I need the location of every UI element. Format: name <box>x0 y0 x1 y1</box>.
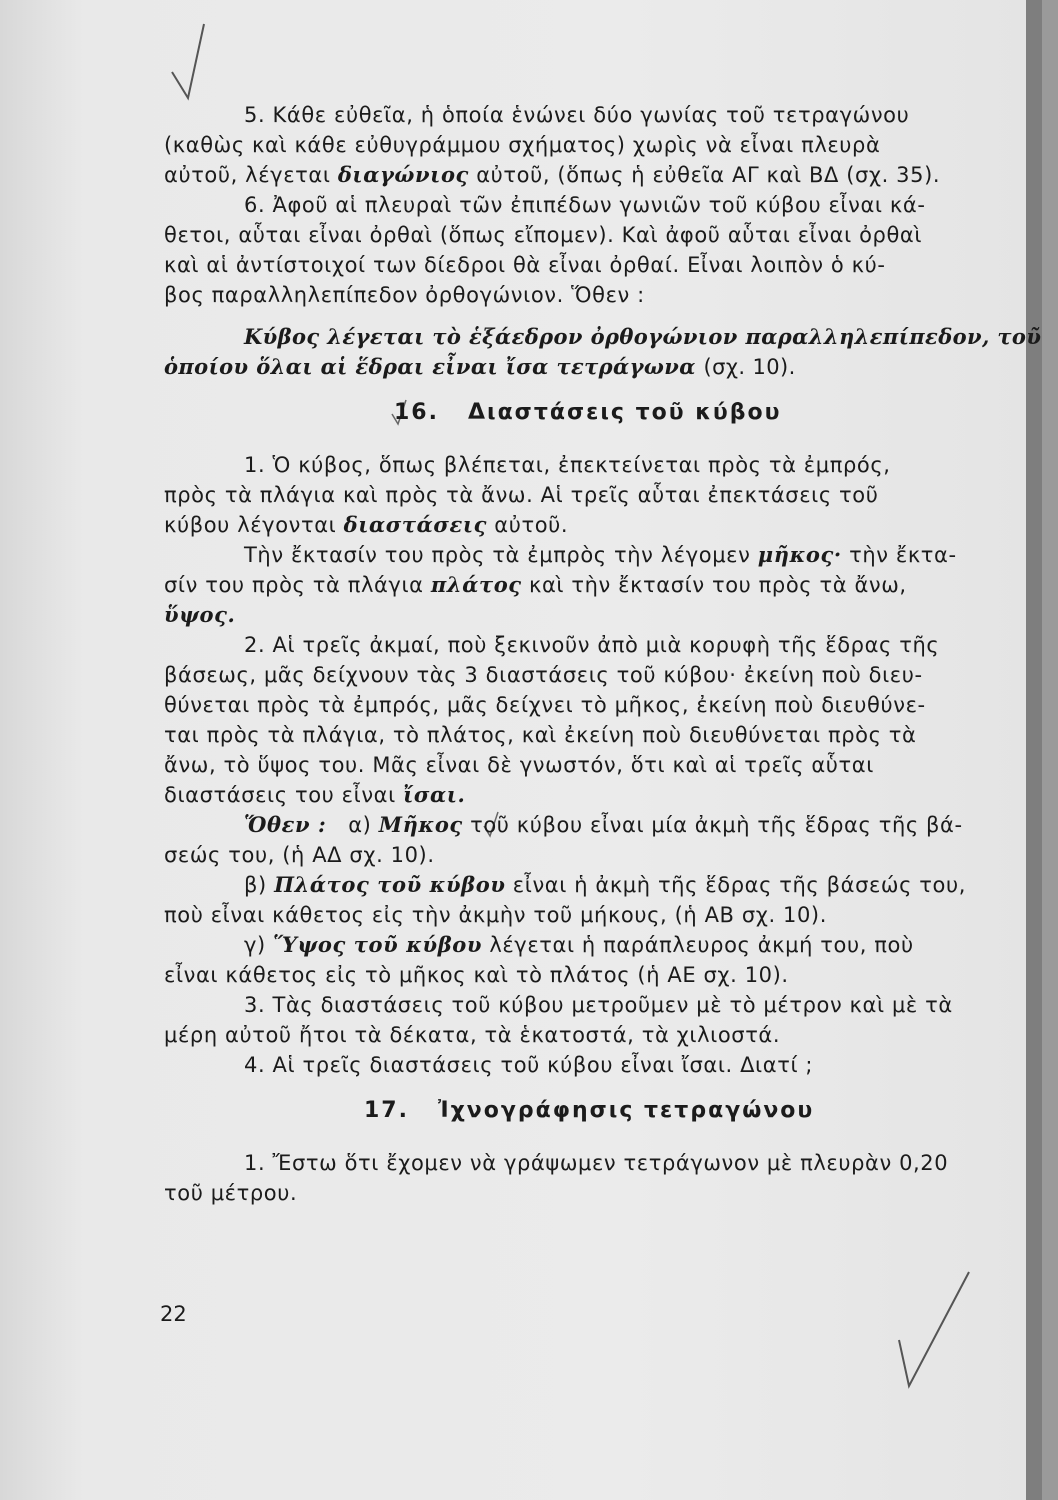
text-line: γ) Ὕψος τοῦ κύβου λέγεται ἡ παράπλευρος ἀκμή του, ποὺ <box>244 932 914 957</box>
text-line: 1. Ὁ κύβος, ὅπως βλέπεται, ἐπεκτείνεται πρὸς τὰ ἐμπρός, <box>244 453 891 477</box>
text-line: ποὺ εἶναι κάθετος εἰς τὴν ἀκμὴν τοῦ μήκους, (ἡ ΑΒ σχ. 10). <box>164 903 827 927</box>
text-line: βάσεως, μᾶς δείχνουν τὰς 3 διαστάσεις τοῦ κύβου· ἐκείνη ποὺ διευ- <box>164 663 923 687</box>
text-line: θετοι, αὗται εἶναι ὀρθαὶ (ὅπως εἴπομεν). Καὶ ἀφοῦ αὗται εἶναι ὀρθαὶ <box>164 223 923 247</box>
text-line: 1. Ἔστω ὅτι ἔχομεν νὰ γράψωμεν τετράγωνον μὲ πλευρὰν 0,20 <box>244 1151 949 1175</box>
text-line: Ὅθεν : α) Μῆκος τοῦ κύβου εἶναι μία ἀκμὴ τῆς ἕδρας τῆς βά- <box>244 812 963 837</box>
text-line: 2. Αἱ τρεῖς ἀκμαί, ποὺ ξεκινοῦν ἀπὸ μιὰ κορυφὴ τῆς ἕδρας τῆς <box>244 633 940 657</box>
text-line: 3. Τὰς διαστάσεις τοῦ κύβου μετροῦμεν μὲ τὸ μέτρον καὶ μὲ τὰ <box>244 993 953 1017</box>
text-line: διαστάσεις του εἶναι ἴσαι. <box>164 782 466 807</box>
page-number: 22 <box>160 1302 187 1326</box>
text-line: ὕψος. <box>164 602 236 627</box>
text-line: σίν του πρὸς τὰ πλάγια πλάτος καὶ τὴν ἔκτασίν του πρὸς τὰ ἄνω, <box>164 572 907 597</box>
text-line: τοῦ μέτρου. <box>164 1181 298 1205</box>
text-line: βος παραλληλεπίπεδον ὀρθογώνιον. Ὅθεν : <box>164 283 645 307</box>
text-line: ἄνω, τὸ ὕψος του. Μᾶς εἶναι δὲ γνωστόν, ὅτι καὶ αἱ τρεῖς αὗται <box>164 753 874 777</box>
text-line: θύνεται πρὸς τὰ ἐμπρός, μᾶς δείχνει τὸ μῆκος, ἐκείνη ποὺ διευθύνε- <box>164 693 926 717</box>
definition-line: ὁποίου ὅλαι αἱ ἕδραι εἶναι ἴσα τετράγωνα (σχ. 10). <box>164 354 796 379</box>
section-heading-16: 16. Διαστάσεις τοῦ κύβου <box>394 400 782 425</box>
text-line: εἶναι κάθετος εἰς τὸ μῆκος καὶ τὸ πλάτος (ἡ ΑΕ σχ. 10). <box>164 963 789 987</box>
text-line: 6. Ἀφοῦ αἱ πλευραὶ τῶν ἐπιπέδων γωνιῶν τοῦ κύβου εἶναι κά- <box>244 193 926 217</box>
text-line: κύβου λέγονται διαστάσεις αὐτοῦ. <box>164 512 569 537</box>
text-line: καὶ αἱ ἀντίστοιχοί των δίεδροι θὰ εἶναι ὀρθαί. Εἶναι λοιπὸν ὁ κύ- <box>164 253 886 277</box>
text-line: αὐτοῦ, λέγεται διαγώνιος αὐτοῦ, (ὅπως ἡ εὐθεῖα ΑΓ καὶ ΒΔ (σχ. 35). <box>164 162 941 187</box>
pencil-checkmark-icon <box>170 22 210 102</box>
text-line: Τὴν ἔκτασίν του πρὸς τὰ ἐμπρὸς τὴν λέγομεν μῆκος· τὴν ἔκτα- <box>244 542 957 567</box>
page-body <box>164 100 1044 1208</box>
definition-line: Κύβος λέγεται τὸ ἑξάεδρον ὀρθογώνιον παραλληλεπίπεδον, τοῦ <box>244 324 1042 349</box>
text-line: 4. Αἱ τρεῖς διαστάσεις τοῦ κύβου εἶναι ἴσαι. Διατί ; <box>244 1053 814 1077</box>
text-line: σεώς του, (ἡ ΑΔ σχ. 10). <box>164 843 435 867</box>
pencil-checkmark-large-icon <box>895 1270 975 1390</box>
section-heading-17: 17. Ἰχνογράφησις τετραγώνου <box>364 1098 815 1123</box>
text-line: β) Πλάτος τοῦ κύβου εἶναι ἡ ἀκμὴ τῆς ἕδρας τῆς βάσεώς του, <box>244 872 967 897</box>
text-line: (καθὼς καὶ κάθε εὐθυγράμμου σχήματος) χωρὶς νὰ εἶναι πλευρὰ <box>164 133 881 157</box>
text-line: πρὸς τὰ πλάγια καὶ πρὸς τὰ ἄνω. Αἱ τρεῖς αὗται ἐπεκτάσεις τοῦ <box>164 483 879 507</box>
text-line: μέρη αὐτοῦ ἤτοι τὰ δέκατα, τὰ ἑκατοστά, τὰ χιλιοστά. <box>164 1023 781 1047</box>
text-line: ται πρὸς τὰ πλάγια, τὸ πλάτος, καὶ ἐκείνη ποὺ διευθύνεται πρὸς τὰ <box>164 723 917 747</box>
text-line: 5. Κάθε εὐθεῖα, ἡ ὁποία ἑνώνει δύο γωνίας τοῦ τετραγώνου <box>244 103 910 127</box>
